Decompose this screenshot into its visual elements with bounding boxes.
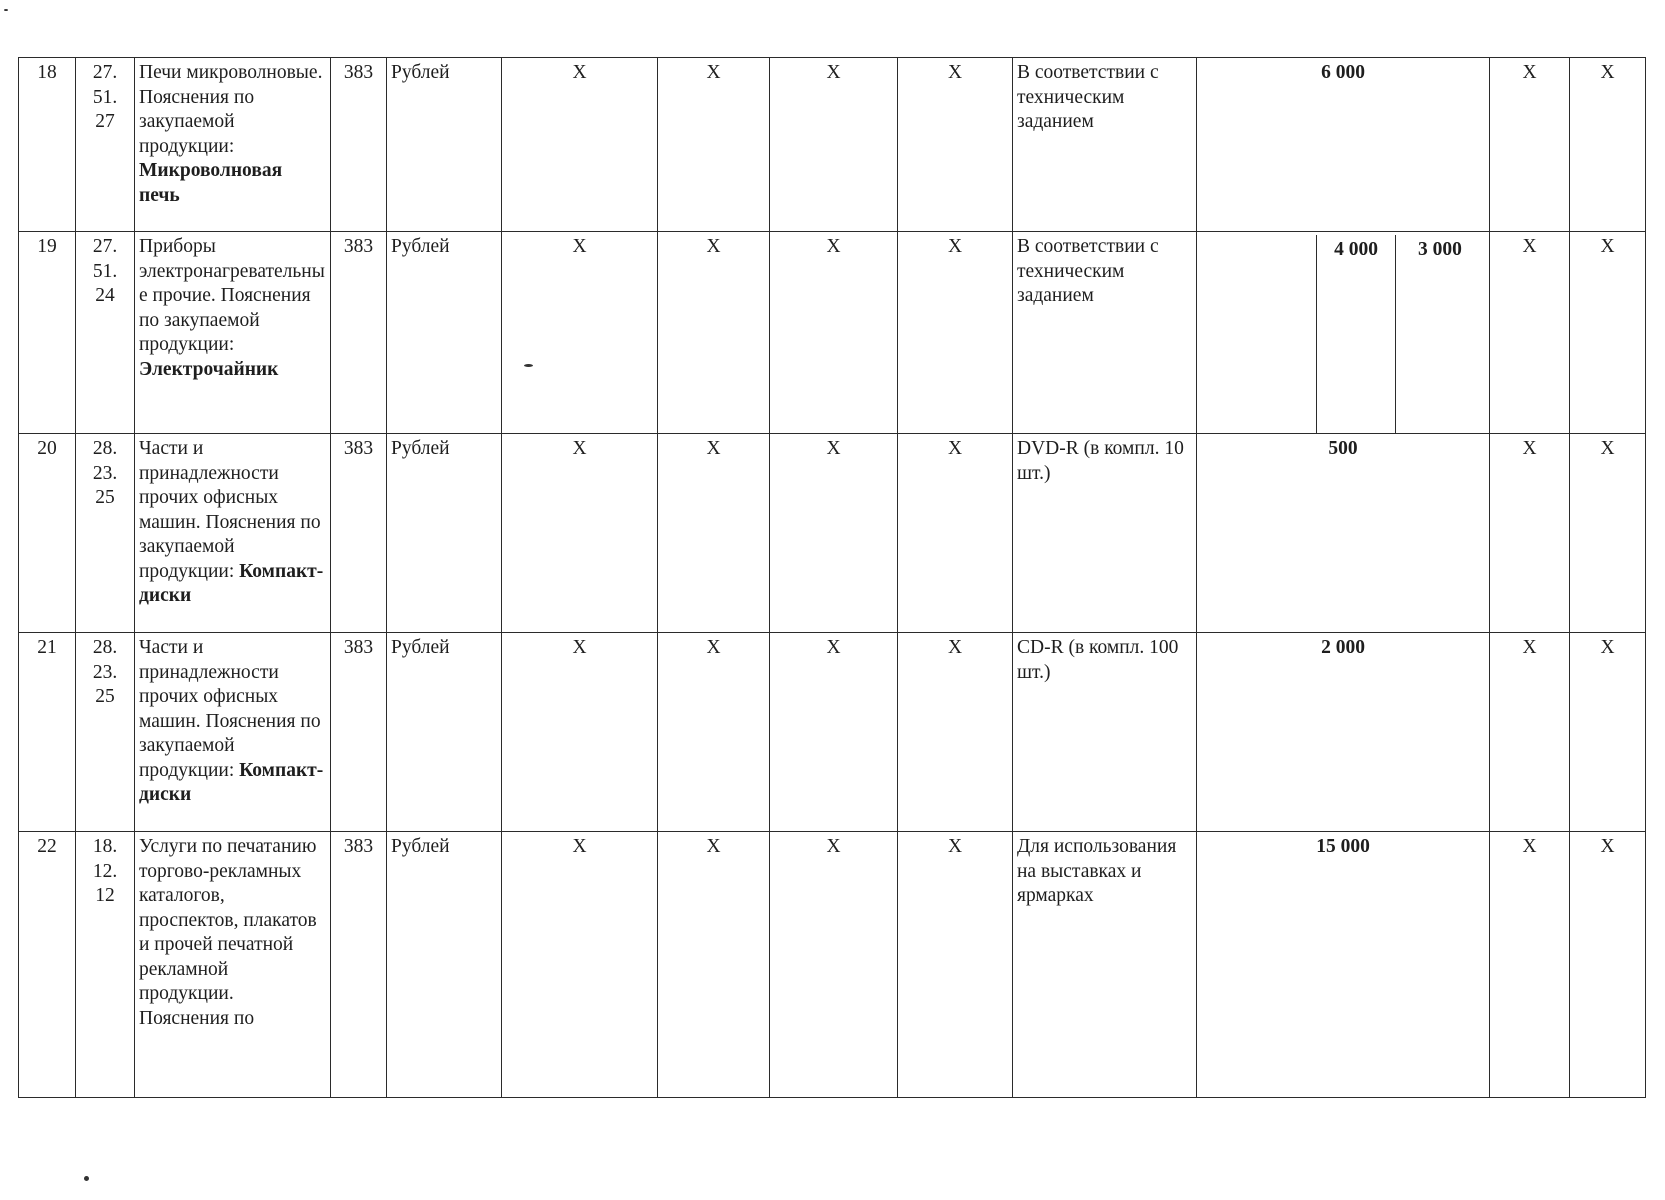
row-number: 20 xyxy=(19,434,76,633)
x-mark: X xyxy=(898,58,1013,232)
okpd-code: 28. 23. 25 xyxy=(76,633,135,832)
x-mark: X xyxy=(1570,832,1646,1098)
price-value: 3 000 xyxy=(1418,239,1462,260)
price-value: 2 000 xyxy=(1197,633,1490,832)
price-value: 4 000 xyxy=(1317,235,1396,433)
unit-name: Рублей xyxy=(387,633,502,832)
x-mark: X xyxy=(502,832,658,1098)
okei-code: 383 xyxy=(331,434,387,633)
price-value: 500 xyxy=(1197,434,1490,633)
x-mark: X xyxy=(770,832,898,1098)
product-name-bold: Компакт- диски xyxy=(139,560,324,606)
x-mark: X xyxy=(1490,434,1570,633)
document-page xyxy=(18,57,1645,1107)
characteristic: В соответствии с техническим заданием xyxy=(1013,232,1197,434)
okei-code: 383 xyxy=(331,832,387,1098)
scan-speck xyxy=(4,9,8,11)
okpd-code: 28. 23. 25 xyxy=(76,434,135,633)
scan-speck xyxy=(84,1176,89,1181)
price-split xyxy=(1197,232,1490,434)
x-mark: X xyxy=(1490,58,1570,232)
x-mark: X xyxy=(1570,633,1646,832)
unit-name: Рублей xyxy=(387,58,502,232)
x-mark: X xyxy=(502,434,658,633)
characteristic: Для использования на выставках и ярмарках xyxy=(1013,832,1197,1098)
okei-code: 383 xyxy=(331,232,387,434)
procurement-table xyxy=(18,57,1646,1098)
x-mark: X xyxy=(1570,232,1646,434)
okpd-code: 27. 51. 24 xyxy=(76,232,135,434)
x-mark: X xyxy=(502,633,658,832)
unit-name: Рублей xyxy=(387,832,502,1098)
product-name: Приборы электронагревательные прочие. Пояснения по закупаемой продукции: Электрочайник xyxy=(135,232,331,434)
product-name-bold: Компакт- диски xyxy=(139,759,324,805)
price-value: 15 000 xyxy=(1197,832,1490,1098)
okei-code: 383 xyxy=(331,58,387,232)
okei-code: 383 xyxy=(331,633,387,832)
row-number: 19 xyxy=(19,232,76,434)
x-mark: X xyxy=(502,232,658,434)
product-name-bold: Электрочайник xyxy=(139,358,279,380)
table-row xyxy=(19,232,1646,434)
x-mark: X xyxy=(1490,232,1570,434)
x-mark: X xyxy=(1570,58,1646,232)
product-name: Части и принадлежности прочих офисных машин. Пояснения по закупаемой продукции: Компакт- диски xyxy=(135,633,331,832)
row-number: 21 xyxy=(19,633,76,832)
price-value: 6 000 xyxy=(1197,58,1490,232)
x-mark: X xyxy=(770,633,898,832)
x-mark: X xyxy=(1570,434,1646,633)
table-row xyxy=(19,434,1646,633)
characteristic: В соответствии с техническим заданием xyxy=(1013,58,1197,232)
price-blank xyxy=(1201,235,1317,433)
x-mark: X xyxy=(658,58,770,232)
scan-speck xyxy=(524,364,533,367)
characteristic: DVD-R (в компл. 10 шт.) xyxy=(1013,434,1197,633)
okpd-code: 18. 12. 12 xyxy=(76,832,135,1098)
x-mark: X xyxy=(502,58,658,232)
x-mark: X xyxy=(898,434,1013,633)
unit-name: Рублей xyxy=(387,232,502,434)
x-mark: X xyxy=(1490,832,1570,1098)
product-name: Части и принадлежности прочих офисных машин. Пояснения по закупаемой продукции: Компакт- диски xyxy=(135,434,331,633)
row-number: 22 xyxy=(19,832,76,1098)
characteristic: CD-R (в компл. 100 шт.) xyxy=(1013,633,1197,832)
x-mark: X xyxy=(658,232,770,434)
okpd-code: 27. 51. 27 xyxy=(76,58,135,232)
product-name: Печи микроволновые. Пояснения по закупаемой продукции: Микроволновая печь xyxy=(135,58,331,232)
x-mark: X xyxy=(658,434,770,633)
table-row xyxy=(19,832,1646,1098)
unit-name: Рублей xyxy=(387,434,502,633)
row-number: 18 xyxy=(19,58,76,232)
x-mark: X xyxy=(898,232,1013,434)
product-name: Услуги по печатанию торгово-рекламных каталогов, проспектов, плакатов и прочей печатной рекламной продукции. Пояснения по xyxy=(135,832,331,1098)
x-mark: X xyxy=(1490,633,1570,832)
x-mark: X xyxy=(658,832,770,1098)
x-mark: X xyxy=(770,434,898,633)
x-mark: X xyxy=(898,633,1013,832)
product-name-bold: Микроволновая печь xyxy=(139,160,283,206)
table-row xyxy=(19,58,1646,232)
x-mark: X xyxy=(770,232,898,434)
x-mark: X xyxy=(770,58,898,232)
x-mark: X xyxy=(898,832,1013,1098)
table-row xyxy=(19,633,1646,832)
x-mark: X xyxy=(658,633,770,832)
